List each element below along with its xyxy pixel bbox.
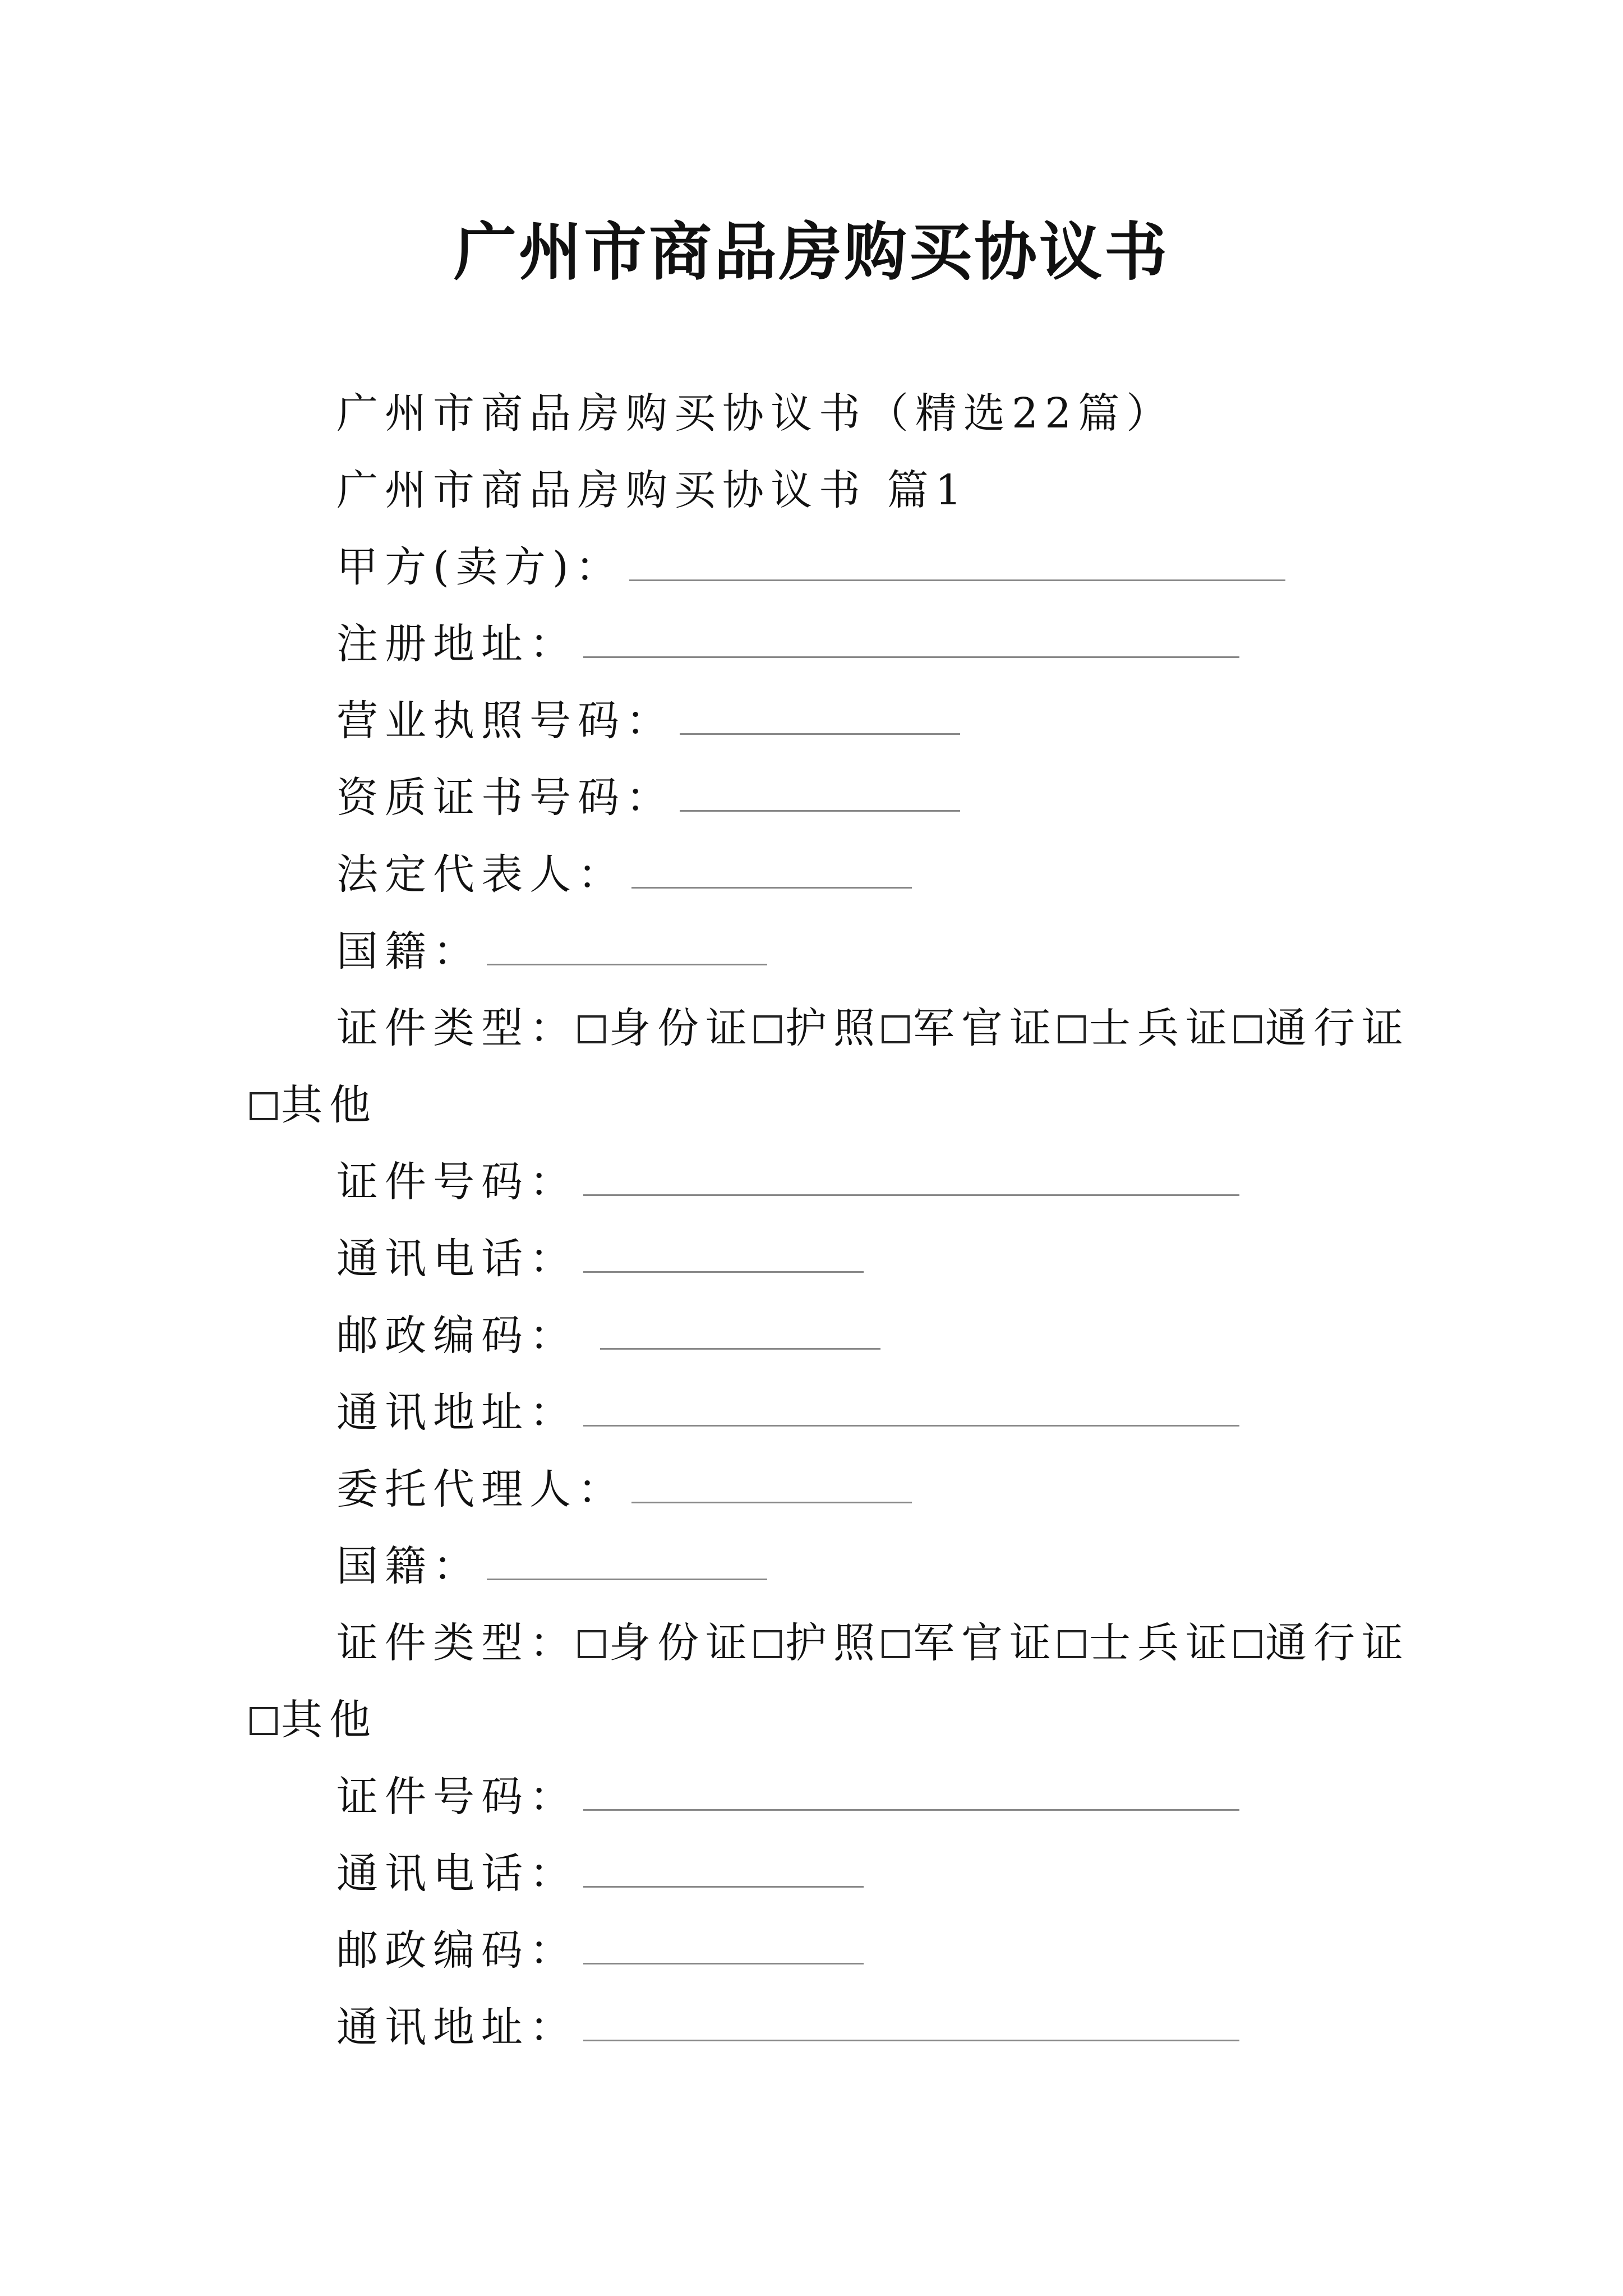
phone-blank[interactable] bbox=[583, 1885, 864, 1888]
reg-address-blank[interactable] bbox=[583, 656, 1239, 658]
checkbox[interactable] bbox=[1058, 1015, 1086, 1043]
field-label: 证件号码： bbox=[336, 1773, 578, 1821]
field-phone bbox=[336, 1235, 864, 1283]
option-label: 护照 bbox=[785, 1004, 882, 1052]
field-label: 通讯电话： bbox=[336, 1235, 578, 1283]
field-label: 甲方(卖方)： bbox=[336, 543, 624, 591]
field-address bbox=[336, 1388, 1239, 1437]
option-label: 通行证 bbox=[1265, 1619, 1410, 1667]
checkbox[interactable] bbox=[578, 1015, 606, 1043]
field-cert-no bbox=[336, 774, 960, 822]
field-label: 证件类型： bbox=[336, 1004, 578, 1052]
postcode-blank[interactable] bbox=[583, 1962, 864, 1964]
address-blank[interactable] bbox=[583, 2039, 1239, 2041]
option-label: 其他 bbox=[281, 1081, 377, 1129]
field-phone-2 bbox=[336, 1849, 864, 1898]
field-postcode bbox=[336, 1312, 880, 1360]
legal-rep-blank[interactable] bbox=[631, 886, 912, 889]
field-reg-address bbox=[336, 620, 1239, 668]
field-id-no bbox=[336, 1158, 1239, 1206]
field-label: 通讯地址： bbox=[336, 2003, 578, 2051]
field-id-no-2 bbox=[336, 1773, 1239, 1821]
id-no-blank[interactable] bbox=[583, 1194, 1239, 1196]
checkbox[interactable] bbox=[882, 1630, 910, 1658]
option-label: 士兵证 bbox=[1089, 1619, 1234, 1667]
field-id-type-2 bbox=[336, 1619, 1410, 1667]
field-label: 邮政编码： bbox=[336, 1312, 578, 1360]
option-label: 身份证 bbox=[609, 1619, 754, 1667]
phone-blank[interactable] bbox=[583, 1271, 864, 1273]
field-label: 注册地址： bbox=[336, 620, 578, 668]
field-label: 证件号码： bbox=[336, 1158, 578, 1206]
field-label: 邮政编码： bbox=[336, 1926, 578, 1975]
document-title: 广州市商品房购买协议书 bbox=[454, 215, 1169, 289]
checkbox[interactable] bbox=[754, 1630, 782, 1658]
field-label: 通讯电话： bbox=[336, 1849, 578, 1898]
field-postcode-2 bbox=[336, 1926, 864, 1975]
checkbox[interactable] bbox=[578, 1630, 606, 1658]
field-id-type-2-cont bbox=[250, 1696, 377, 1744]
field-legal-rep bbox=[336, 850, 912, 899]
checkbox[interactable] bbox=[1058, 1630, 1086, 1658]
option-label: 士兵证 bbox=[1089, 1004, 1234, 1052]
checkbox[interactable] bbox=[250, 1092, 278, 1120]
field-label: 营业执照号码： bbox=[336, 697, 674, 745]
field-nationality bbox=[336, 927, 767, 976]
field-id-type bbox=[336, 1004, 1410, 1052]
postcode-blank[interactable] bbox=[600, 1347, 880, 1350]
cert-no-blank[interactable] bbox=[680, 809, 960, 812]
field-nationality-2 bbox=[336, 1542, 767, 1590]
field-label: 资质证书号码： bbox=[336, 774, 674, 822]
option-label: 军官证 bbox=[913, 1619, 1058, 1667]
field-agent bbox=[336, 1465, 912, 1513]
option-label: 通行证 bbox=[1265, 1004, 1410, 1052]
id-no-blank[interactable] bbox=[583, 1809, 1239, 1811]
checkbox[interactable] bbox=[882, 1015, 910, 1043]
address-blank[interactable] bbox=[583, 1424, 1239, 1427]
nationality-blank[interactable] bbox=[487, 963, 767, 965]
checkbox[interactable] bbox=[754, 1015, 782, 1043]
field-label: 委托代理人： bbox=[336, 1465, 626, 1513]
field-label: 法定代表人： bbox=[336, 850, 626, 899]
party-a-blank[interactable] bbox=[629, 579, 1285, 581]
option-label: 身份证 bbox=[609, 1004, 754, 1052]
field-label: 通讯地址： bbox=[336, 1388, 578, 1437]
checkbox[interactable] bbox=[250, 1707, 278, 1735]
field-license-no bbox=[336, 697, 960, 745]
nationality-blank[interactable] bbox=[487, 1578, 767, 1580]
license-no-blank[interactable] bbox=[680, 733, 960, 735]
field-label: 国籍： bbox=[336, 1542, 481, 1590]
checkbox[interactable] bbox=[1234, 1015, 1262, 1043]
field-label: 国籍： bbox=[336, 927, 481, 976]
option-label: 军官证 bbox=[913, 1004, 1058, 1052]
field-address-2 bbox=[336, 2003, 1239, 2051]
field-label: 证件类型： bbox=[336, 1619, 578, 1667]
subtitle: 广州市商品房购买协议书（精选22篇） bbox=[336, 389, 1175, 438]
agent-blank[interactable] bbox=[631, 1501, 912, 1503]
checkbox[interactable] bbox=[1234, 1630, 1262, 1658]
option-label: 其他 bbox=[281, 1696, 377, 1744]
field-id-type-cont bbox=[250, 1081, 377, 1129]
option-label: 护照 bbox=[785, 1619, 882, 1667]
field-party-a bbox=[336, 543, 1285, 591]
section-heading: 广州市商品房购买协议书 篇1 bbox=[336, 466, 969, 514]
